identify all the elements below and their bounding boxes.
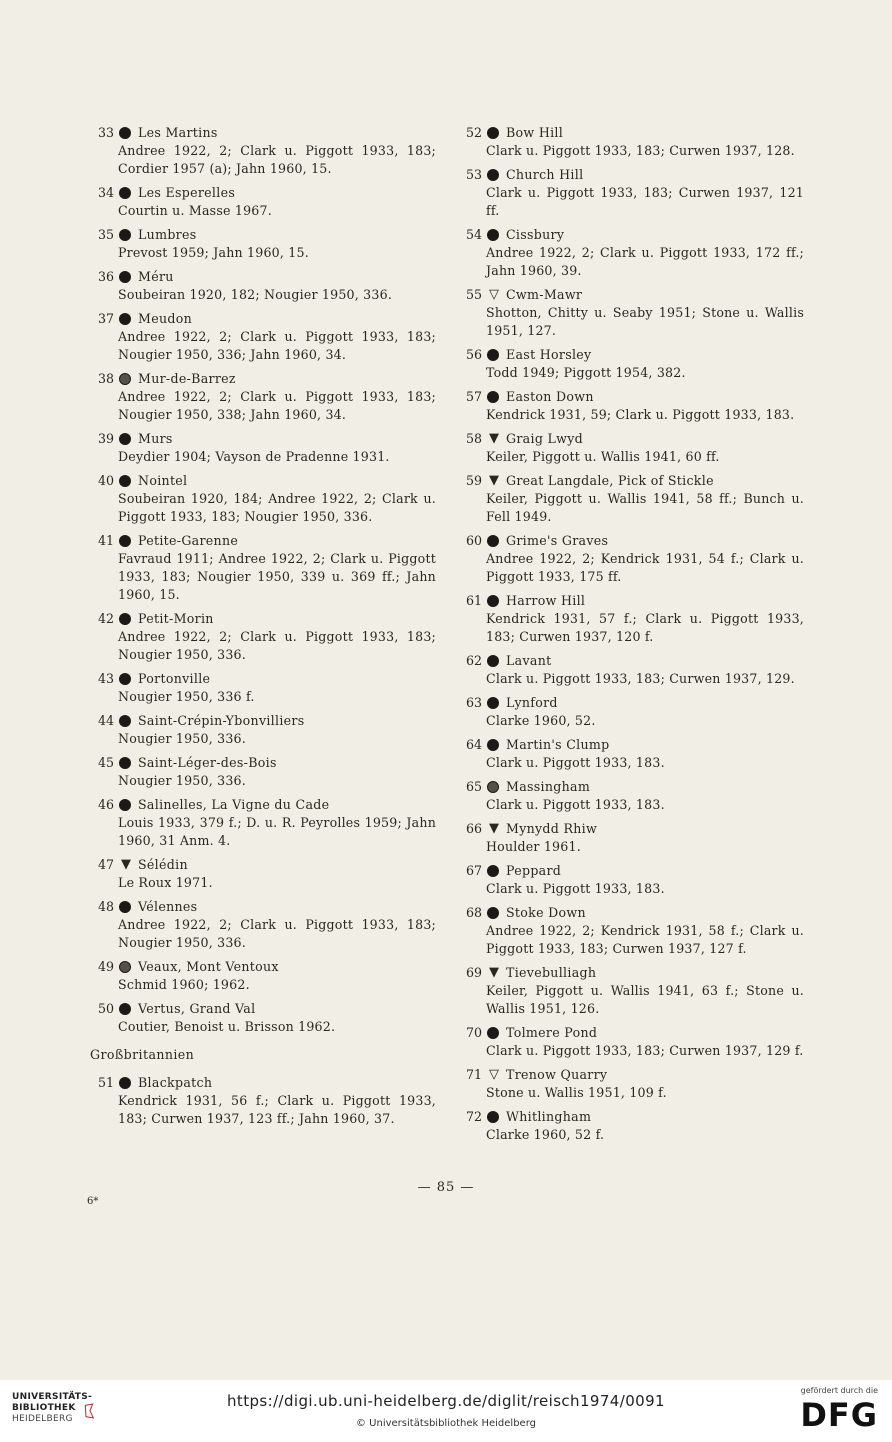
entry-heading <box>452 532 804 550</box>
site-entry <box>452 652 804 688</box>
site-name: Harrow Hill <box>506 593 586 608</box>
entry-number: 35 <box>97 227 114 242</box>
site-name: Veaux, Mont Ventoux <box>138 959 279 974</box>
site-name: Great Langdale, Pick of Stickle <box>506 473 714 488</box>
site-name: Massingham <box>506 779 591 794</box>
site-name: Peppard <box>506 863 562 878</box>
site-name: Nointel <box>138 473 188 488</box>
site-name: Tievebulliagh <box>506 965 597 980</box>
entry-heading <box>452 388 804 406</box>
site-name: Vélennes <box>138 899 198 914</box>
filled-circle-icon <box>119 613 131 625</box>
filled-triangle-icon: ▼ <box>489 473 499 488</box>
entry-heading <box>84 184 436 202</box>
entry-number: 46 <box>97 797 114 812</box>
bibliography-reference: Stone u. Wallis 1951, 109 f. <box>486 1085 667 1100</box>
site-entry <box>452 388 804 424</box>
entry-heading <box>452 124 804 142</box>
entry-heading <box>452 736 804 754</box>
site-entry <box>84 124 436 178</box>
site-name: Trenow Quarry <box>506 1067 608 1082</box>
bibliography-reference: Favraud 1911; Andree 1922, 2; Clark u. Piggott 1933, 183; Nougier 1950, 339 u. 369 ff.; Jahn 1960, 15. <box>118 551 436 602</box>
filled-circle-icon <box>487 127 499 139</box>
filled-circle-icon <box>119 433 131 445</box>
site-name: Church Hill <box>506 167 584 182</box>
entry-heading <box>452 694 804 712</box>
filled-circle-icon <box>119 271 131 283</box>
bibliography-reference: Clarke 1960, 52. <box>486 713 596 728</box>
entry-number: 58 <box>465 431 482 446</box>
bibliography-reference: Houlder 1961. <box>486 839 581 854</box>
shaded-circle-icon <box>119 961 131 973</box>
entry-heading <box>84 958 436 976</box>
entry-number: 54 <box>465 227 482 242</box>
entry-number: 47 <box>97 857 114 872</box>
bibliography-reference: Andree 1922, 2; Clark u. Piggott 1933, 183; Nougier 1950, 336; Jahn 1960, 34. <box>118 329 436 362</box>
site-name: Lynford <box>506 695 558 710</box>
entry-number: 49 <box>97 959 114 974</box>
entry-number: 45 <box>97 755 114 770</box>
entry-heading <box>452 166 804 184</box>
site-entry <box>84 226 436 262</box>
entry-heading <box>84 670 436 688</box>
entry-number: 65 <box>465 779 482 794</box>
entry-heading <box>452 652 804 670</box>
entry-number: 59 <box>465 473 482 488</box>
entry-number: 34 <box>97 185 114 200</box>
signature-mark: 6* <box>87 1196 99 1207</box>
filled-circle-icon <box>119 901 131 913</box>
filled-circle-icon <box>119 799 131 811</box>
library-line-3: HEIDELBERG <box>12 1414 73 1424</box>
filled-circle-icon <box>487 349 499 361</box>
entry-heading <box>452 862 804 880</box>
entry-heading <box>84 712 436 730</box>
site-entry <box>84 712 436 748</box>
bibliography-reference: Shotton, Chitty u. Seaby 1951; Stone u. Wallis 1951, 127. <box>486 305 804 338</box>
filled-circle-icon <box>119 535 131 547</box>
entry-number: 72 <box>465 1109 482 1124</box>
entry-heading <box>84 124 436 142</box>
site-entry <box>84 370 436 424</box>
site-name: Saint-Léger-des-Bois <box>138 755 277 770</box>
filled-circle-icon <box>119 475 131 487</box>
filled-circle-icon <box>487 907 499 919</box>
site-name: Meudon <box>138 311 193 326</box>
bibliography-reference: Kendrick 1931, 59; Clark u. Piggott 1933, 183. <box>486 407 795 422</box>
site-name: Petit-Morin <box>138 611 214 626</box>
entry-number: 56 <box>465 347 482 362</box>
site-name: Les Esperelles <box>138 185 236 200</box>
site-name: Saint-Crépin-Ybonvilliers <box>138 713 305 728</box>
entry-heading <box>84 430 436 448</box>
shaded-circle-icon <box>119 373 131 385</box>
site-entry <box>84 856 436 892</box>
site-name: Mynydd Rhiw <box>506 821 598 836</box>
site-entry <box>84 430 436 466</box>
entry-heading <box>84 856 436 874</box>
entry-number: 64 <box>465 737 482 752</box>
bibliography-reference: Andree 1922, 2; Clark u. Piggott 1933, 183; Cordier 1957 (a); Jahn 1960, 15. <box>118 143 436 176</box>
entry-number: 63 <box>465 695 482 710</box>
bibliography-reference: Kendrick 1931, 57 f.; Clark u. Piggott 1933, 183; Curwen 1937, 120 f. <box>486 611 804 644</box>
site-entry <box>452 694 804 730</box>
entry-number: 57 <box>465 389 482 404</box>
entry-number: 44 <box>97 713 114 728</box>
filled-circle-icon <box>487 1111 499 1123</box>
filled-circle-icon <box>119 127 131 139</box>
filled-circle-icon <box>487 169 499 181</box>
bibliography-reference: Clark u. Piggott 1933, 183. <box>486 797 665 812</box>
entry-heading <box>452 1024 804 1042</box>
site-name: Lumbres <box>138 227 197 242</box>
bibliography-reference: Prevost 1959; Jahn 1960, 15. <box>118 245 309 260</box>
site-name: Grime's Graves <box>506 533 609 548</box>
bibliography-reference: Clarke 1960, 52 f. <box>486 1127 605 1142</box>
bibliography-reference: Andree 1922, 2; Clark u. Piggott 1933, 183; Nougier 1950, 338; Jahn 1960, 34. <box>118 389 436 422</box>
entry-heading <box>452 430 804 448</box>
site-entry <box>452 346 804 382</box>
site-entry <box>452 964 804 1018</box>
site-entry <box>84 670 436 706</box>
right-column <box>452 124 804 1150</box>
bibliography-reference: Kendrick 1931, 56 f.; Clark u. Piggott 1933, 183; Curwen 1937, 123 ff.; Jahn 1960, 37. <box>118 1093 436 1126</box>
site-entry <box>84 610 436 664</box>
open-triangle-icon: ▽ <box>489 1067 499 1082</box>
site-name: Lavant <box>506 653 552 668</box>
entry-heading <box>84 898 436 916</box>
entry-number: 69 <box>465 965 482 980</box>
filled-circle-icon <box>119 313 131 325</box>
entry-heading <box>452 226 804 244</box>
open-triangle-icon: ▽ <box>489 287 499 302</box>
bibliography-reference: Clark u. Piggott 1933, 183. <box>486 881 665 896</box>
entry-number: 53 <box>465 167 482 182</box>
entry-heading <box>452 778 804 796</box>
bibliography-reference: Nougier 1950, 336. <box>118 773 246 788</box>
filled-circle-icon <box>119 1077 131 1089</box>
site-entry <box>452 1108 804 1144</box>
site-name: Portonville <box>138 671 211 686</box>
entry-number: 48 <box>97 899 114 914</box>
site-entry <box>452 166 804 220</box>
entry-heading <box>452 1108 804 1126</box>
entry-number: 71 <box>465 1067 482 1082</box>
library-line-2: BIBLIOTHEK <box>12 1403 76 1413</box>
filled-circle-icon <box>487 391 499 403</box>
site-name: Mur-de-Barrez <box>138 371 236 386</box>
entry-number: 62 <box>465 653 482 668</box>
site-entry <box>452 904 804 958</box>
site-entry <box>84 268 436 304</box>
site-entry <box>84 1074 436 1128</box>
bibliography-reference: Le Roux 1971. <box>118 875 213 890</box>
bibliography-reference: Courtin u. Masse 1967. <box>118 203 272 218</box>
bibliography-reference: Andree 1922, 2; Clark u. Piggott 1933, 183; Nougier 1950, 336. <box>118 917 436 950</box>
entry-heading <box>452 964 804 982</box>
bibliography-reference: Coutier, Benoist u. Brisson 1962. <box>118 1019 336 1034</box>
bibliography-reference: Deydier 1904; Vayson de Pradenne 1931. <box>118 449 390 464</box>
site-entry <box>84 532 436 604</box>
site-name: Tolmere Pond <box>506 1025 598 1040</box>
site-entry <box>84 310 436 364</box>
filled-circle-icon <box>487 535 499 547</box>
site-name: Les Martins <box>138 125 218 140</box>
site-entry <box>84 958 436 994</box>
filled-circle-icon <box>487 739 499 751</box>
entry-heading <box>84 472 436 490</box>
bibliography-reference: Clark u. Piggott 1933, 183; Curwen 1937, 121 ff. <box>486 185 804 218</box>
site-name: Stoke Down <box>506 905 586 920</box>
entry-heading <box>84 754 436 772</box>
left-column <box>84 124 436 1134</box>
entry-heading <box>452 286 804 304</box>
site-entry <box>452 862 804 898</box>
entry-heading <box>452 346 804 364</box>
filled-circle-icon <box>487 229 499 241</box>
section-heading: Großbritannien <box>90 1047 195 1062</box>
filled-circle-icon <box>487 697 499 709</box>
filled-circle-icon <box>119 187 131 199</box>
entry-heading <box>84 370 436 388</box>
site-name: Vertus, Grand Val <box>138 1001 256 1016</box>
entry-number: 68 <box>465 905 482 920</box>
site-name: Cissbury <box>506 227 565 242</box>
site-name: Blackpatch <box>138 1075 213 1090</box>
filled-circle-icon <box>119 673 131 685</box>
bibliography-reference: Andree 1922, 2; Clark u. Piggott 1933, 183; Nougier 1950, 336. <box>118 629 436 662</box>
entry-number: 39 <box>97 431 114 446</box>
entry-heading <box>452 1066 804 1084</box>
site-entry <box>84 898 436 952</box>
entry-heading <box>84 1074 436 1092</box>
filled-circle-icon <box>487 1027 499 1039</box>
bibliography-reference: Andree 1922, 2; Clark u. Piggott 1933, 172 ff.; Jahn 1960, 39. <box>486 245 804 278</box>
entry-number: 66 <box>465 821 482 836</box>
entry-number: 42 <box>97 611 114 626</box>
copyright-notice: © Universitätsbibliothek Heidelberg <box>355 1418 536 1429</box>
bibliography-reference: Nougier 1950, 336 f. <box>118 689 255 704</box>
entry-number: 33 <box>97 125 114 140</box>
site-entry <box>84 796 436 850</box>
site-entry <box>84 472 436 526</box>
entry-heading <box>84 226 436 244</box>
entry-heading <box>84 268 436 286</box>
site-name: Petite-Garenne <box>138 533 239 548</box>
site-name: Méru <box>138 269 174 284</box>
bibliography-reference: Keiler, Piggott u. Wallis 1941, 60 ff. <box>486 449 720 464</box>
site-entry <box>452 592 804 646</box>
bibliography-reference: Soubeiran 1920, 184; Andree 1922, 2; Clark u. Piggott 1933, 183; Nougier 1950, 336. <box>118 491 436 524</box>
bibliography-reference: Todd 1949; Piggott 1954, 382. <box>486 365 686 380</box>
site-name: Murs <box>138 431 173 446</box>
bibliography-reference: Keiler, Piggott u. Wallis 1941, 58 ff.; Bunch u. Fell 1949. <box>486 491 804 524</box>
entry-number: 37 <box>97 311 114 326</box>
bibliography-reference: Andree 1922, 2; Kendrick 1931, 58 f.; Clark u. Piggott 1933, 183; Curwen 1937, 127 f. <box>486 923 804 956</box>
funder-caption: gefördert durch die <box>800 1386 878 1395</box>
bibliography-reference: Andree 1922, 2; Kendrick 1931, 54 f.; Clark u. Piggott 1933, 175 ff. <box>486 551 804 584</box>
entry-heading <box>84 610 436 628</box>
entry-number: 40 <box>97 473 114 488</box>
filled-circle-icon <box>119 1003 131 1015</box>
site-entry <box>84 754 436 790</box>
site-entry <box>452 1024 804 1060</box>
entry-heading <box>84 532 436 550</box>
site-name: Cwm-Mawr <box>506 287 583 302</box>
site-entry <box>452 430 804 466</box>
site-name: East Horsley <box>506 347 592 362</box>
site-entry <box>452 820 804 856</box>
filled-circle-icon <box>119 229 131 241</box>
filled-circle-icon <box>487 655 499 667</box>
filled-circle-icon <box>487 595 499 607</box>
entry-heading <box>452 592 804 610</box>
entry-heading <box>84 1000 436 1018</box>
entry-heading <box>452 472 804 490</box>
bibliography-reference: Louis 1933, 379 f.; D. u. R. Peyrolles 1959; Jahn 1960, 31 Anm. 4. <box>118 815 436 848</box>
entry-number: 61 <box>465 593 482 608</box>
page-number: — 85 — <box>417 1180 475 1195</box>
entry-heading <box>452 820 804 838</box>
filled-circle-icon <box>119 757 131 769</box>
entry-number: 41 <box>97 533 114 548</box>
site-name: Sélédin <box>138 857 188 872</box>
entry-heading <box>84 310 436 328</box>
filled-circle-icon <box>119 715 131 727</box>
filled-triangle-icon: ▼ <box>489 965 499 980</box>
permalink-url[interactable]: https://digi.ub.uni-heidelberg.de/diglit/reisch1974/0091 <box>227 1392 665 1410</box>
filled-triangle-icon: ▼ <box>489 821 499 836</box>
filled-triangle-icon: ▼ <box>121 857 131 872</box>
bibliography-reference: Nougier 1950, 336. <box>118 731 246 746</box>
site-entry <box>84 1000 436 1036</box>
entry-number: 67 <box>465 863 482 878</box>
entry-number: 50 <box>97 1001 114 1016</box>
entry-number: 36 <box>97 269 114 284</box>
site-entry <box>452 1066 804 1102</box>
entry-number: 55 <box>465 287 482 302</box>
site-name: Salinelles, La Vigne du Cade <box>138 797 330 812</box>
entry-number: 52 <box>465 125 482 140</box>
entry-heading <box>84 796 436 814</box>
bibliography-reference: Clark u. Piggott 1933, 183; Curwen 1937, 128. <box>486 143 795 158</box>
site-entry <box>452 532 804 586</box>
site-name: Easton Down <box>506 389 594 404</box>
entry-number: 38 <box>97 371 114 386</box>
site-entry <box>452 124 804 160</box>
entry-number: 51 <box>97 1075 114 1090</box>
site-name: Martin's Clump <box>506 737 610 752</box>
filled-triangle-icon: ▼ <box>489 431 499 446</box>
library-line-1: UNIVERSITÄTS- <box>12 1392 93 1402</box>
dfg-logo[interactable]: DFG <box>800 1396 878 1434</box>
entry-number: 60 <box>465 533 482 548</box>
site-entry <box>452 226 804 280</box>
site-name: Bow Hill <box>506 125 564 140</box>
site-entry <box>452 286 804 340</box>
site-entry <box>452 736 804 772</box>
shaded-circle-icon <box>487 781 499 793</box>
filled-circle-icon <box>487 865 499 877</box>
entry-number: 43 <box>97 671 114 686</box>
site-entry <box>452 778 804 814</box>
site-entry <box>84 184 436 220</box>
bibliography-reference: Clark u. Piggott 1933, 183. <box>486 755 665 770</box>
entry-number: 70 <box>465 1025 482 1040</box>
site-name: Graig Lwyd <box>506 431 584 446</box>
site-entry <box>452 472 804 526</box>
bibliography-reference: Schmid 1960; 1962. <box>118 977 250 992</box>
bibliography-reference: Keiler, Piggott u. Wallis 1941, 63 f.; Stone u. Wallis 1951, 126. <box>486 983 804 1016</box>
entry-heading <box>452 904 804 922</box>
bibliography-reference: Clark u. Piggott 1933, 183; Curwen 1937, 129. <box>486 671 795 686</box>
viewer-footer <box>0 1380 892 1442</box>
bibliography-reference: Clark u. Piggott 1933, 183; Curwen 1937, 129 f. <box>486 1043 804 1058</box>
site-name: Whitlingham <box>506 1109 592 1124</box>
bibliography-reference: Soubeiran 1920, 182; Nougier 1950, 336. <box>118 287 393 302</box>
